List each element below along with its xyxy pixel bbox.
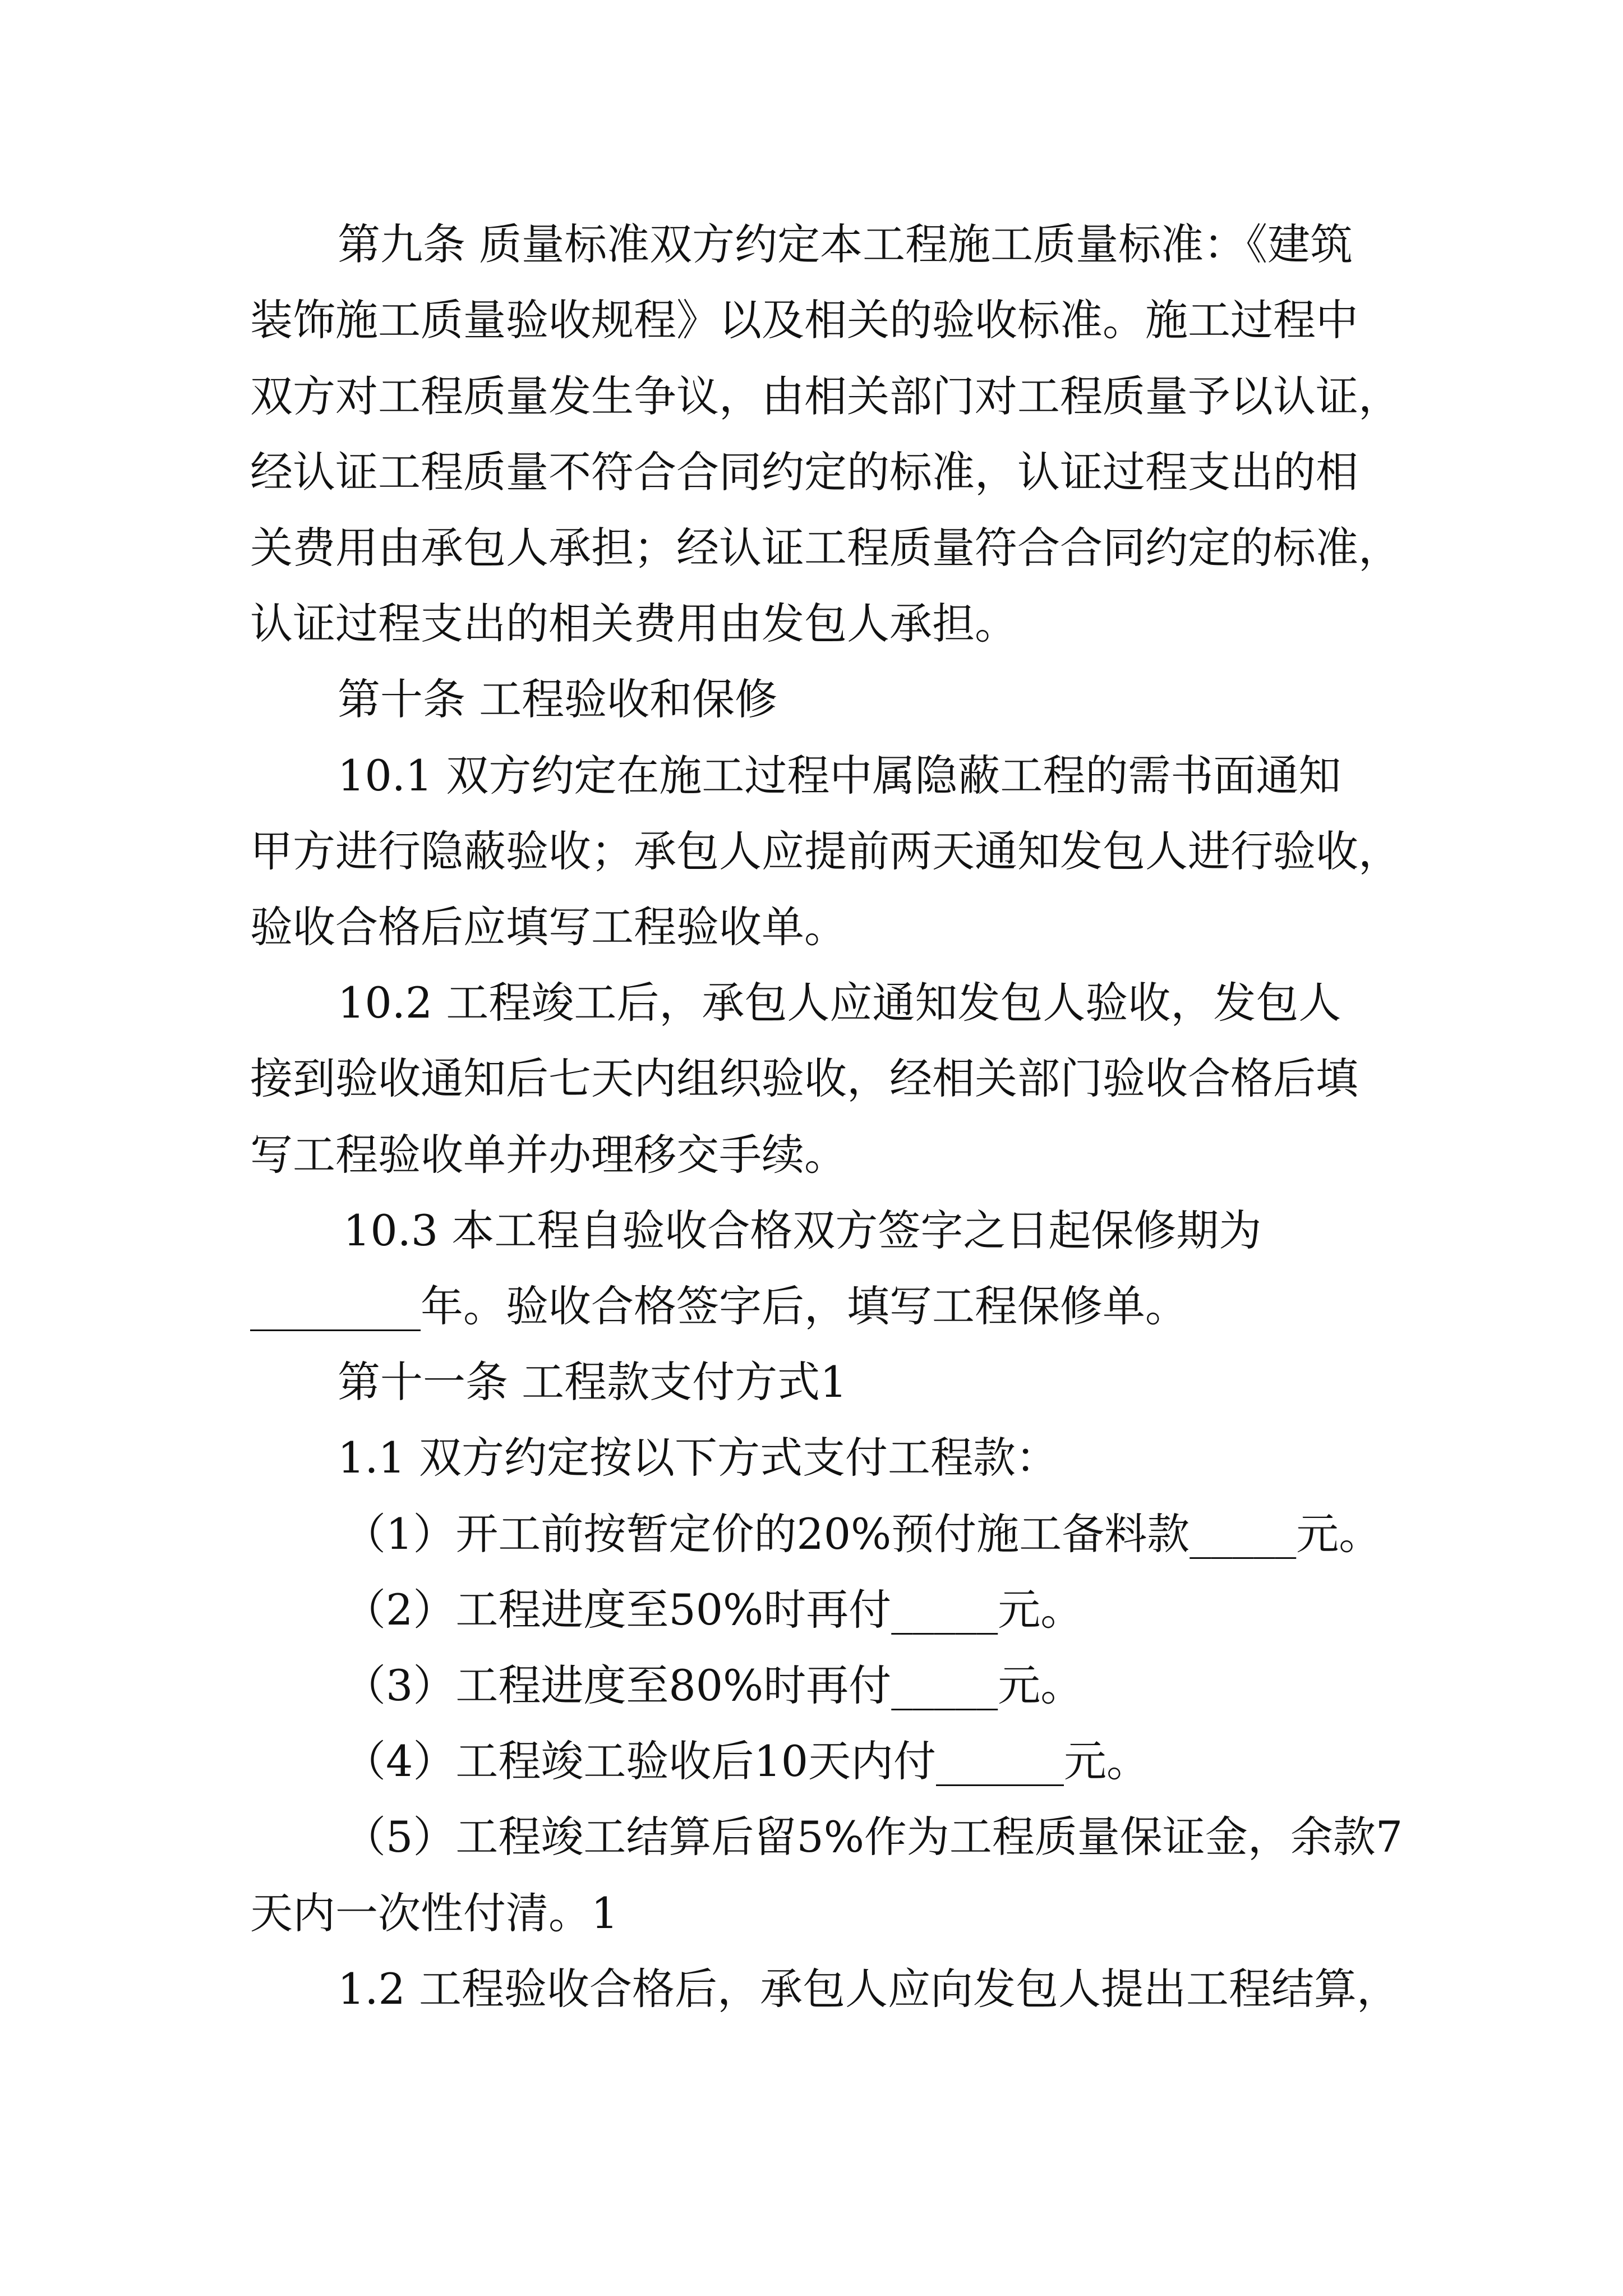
clause-1-2-line-1: 1.2 工程验收合格后，承包人应向发包人提出工程结算， [338,1964,1400,2014]
clause-10-1-line-2: 甲方进行隐蔽验收；承包人应提前两天通知发包人进行验收， [250,826,1401,876]
payment-item-2: （2）工程进度至50%时再付_____元。 [343,1585,1083,1635]
article-9-line-2: 装饰施工质量验收规程》以及相关的验收标准。施工过程中 [250,295,1358,345]
article-9-line-5: 关费用由承包人承担；经认证工程质量符合合同约定的标准， [250,523,1401,573]
article-9-line-6: 认证过程支出的相关费用由发包人承担。 [250,599,1017,648]
clause-1-1-line: 1.1 双方约定按以下方式支付工程款： [338,1433,1059,1483]
payment-item-5-line-1: （5）工程竣工结算后留5%作为工程质量保证金，余款7 [343,1812,1403,1862]
clause-10-3-line-2: ________年。验收合格签字后，填写工程保修单。 [250,1281,1188,1331]
clause-10-2-line-3: 写工程验收单并办理移交手续。 [250,1130,847,1180]
payment-item-5-line-2: 天内一次性付清。1 [250,1888,619,1938]
clause-10-2-line-2: 接到验收通知后七天内组织验收，经相关部门验收合格后填 [250,1053,1358,1103]
article-9-line-3: 双方对工程质量发生争议，由相关部门对工程质量予以认证， [250,371,1401,421]
payment-item-1: （1）开工前按暂定价的20%预付施工备料款_____元。 [343,1509,1382,1559]
article-9-line-1: 第九条 质量标准双方约定本工程施工质量标准：《建筑 [338,219,1353,269]
clause-10-1-line-1: 10.1 双方约定在施工过程中属隐蔽工程的需书面通知 [338,751,1341,800]
clause-10-3-line-1: 10.3 本工程自验收合格双方签字之日起保修期为 [343,1205,1262,1255]
article-10-heading: 第十条 工程验收和保修 [338,674,778,724]
article-9-line-4: 经认证工程质量不符合合同约定的标准，认证过程支出的相 [250,447,1358,497]
clause-10-2-line-1: 10.2 工程竣工后，承包人应通知发包人验收，发包人 [338,978,1341,1028]
article-11-heading: 第十一条 工程款支付方式1 [338,1357,847,1407]
payment-item-4: （4）工程竣工验收后10天内付______元。 [343,1736,1150,1786]
clause-10-1-line-3: 验收合格后应填写工程验收单。 [250,902,847,952]
payment-item-3: （3）工程进度至80%时再付_____元。 [343,1660,1083,1710]
